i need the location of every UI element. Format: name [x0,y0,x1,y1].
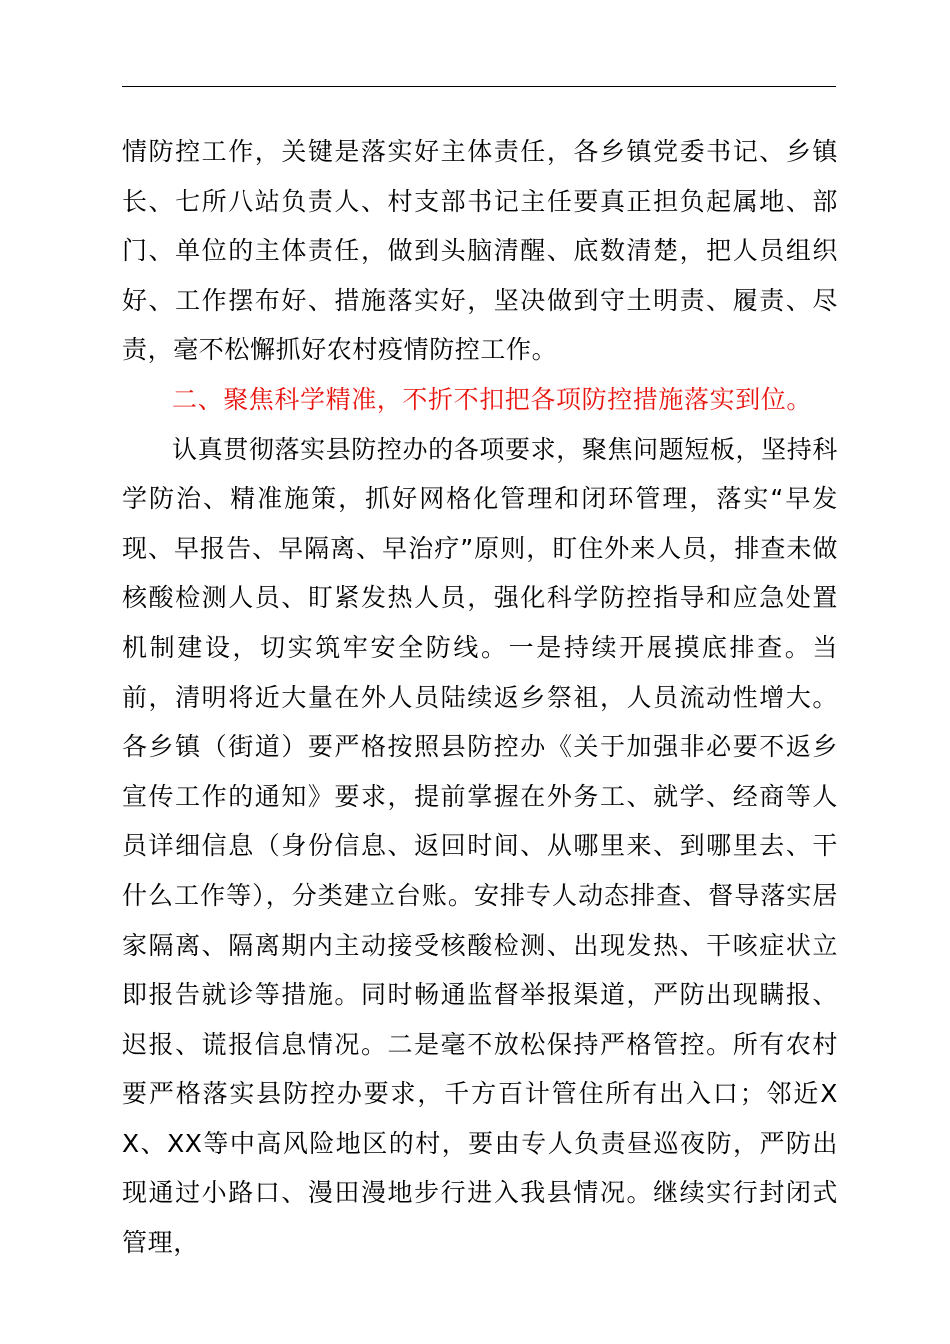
section-heading: 二、聚焦科学精准，不折不扣把各项防控措施落实到位。 [172,384,813,414]
paragraph-measures: 认真贯彻落实县防控办的各项要求，聚焦问题短板，坚持科学防治、精准施策，抓好网格化管理和闭环管理，落实“早发现、早报告、早隔离、早治疗”原则，盯住外来人员，排查未做核酸检测人员、盯紧发热人员，强化科学防控指导和应急处置机制建设，切实筑牢安全防线。一是持续开展摸底排查。当前，清明将近大量在外人员陆续返乡祭祖，人员流动性增大。各乡镇（街道）要严格按照县防控办《关于加强非必要不返乡宣传工作的通知》要求，提前掌握在外务工、就学、经商等人员详细信息（身份信息、返回时间、从哪里来、到哪里去、干什么工作等），分类建立台账。安排专人动态排查、督导落实居家隔离、隔离期内主动接受核酸检测、出现发热、干咳症状立即报告就诊等措施。同时畅通监督举报渠道，严防出现瞒报、迟报、谎报信息情况。二是毫不放松保持严格管控。所有农村要严格落实县防控办要求，千方百计管住所有出入口；邻近XX、XX等中高风险地区的村，要由专人负责昼巡夜防，严防出现通过小路口、漫田漫地步行进入我县情况。继续实行封闭式管理， [122,434,838,1258]
header-rule [122,86,836,87]
page-body [122,127,838,1268]
paragraph-responsibility: 情防控工作，关键是落实好主体责任，各乡镇党委书记、乡镇长、七所八站负责人、村支部书记主任要真正担负起属地、部门、单位的主体责任，做到头脑清醒、底数清楚，把人员组织好、工作摆布好、措施落实好，坚决做到守土明责、履责、尽责，毫不松懈抓好农村疫情防控工作。 [122,137,838,365]
